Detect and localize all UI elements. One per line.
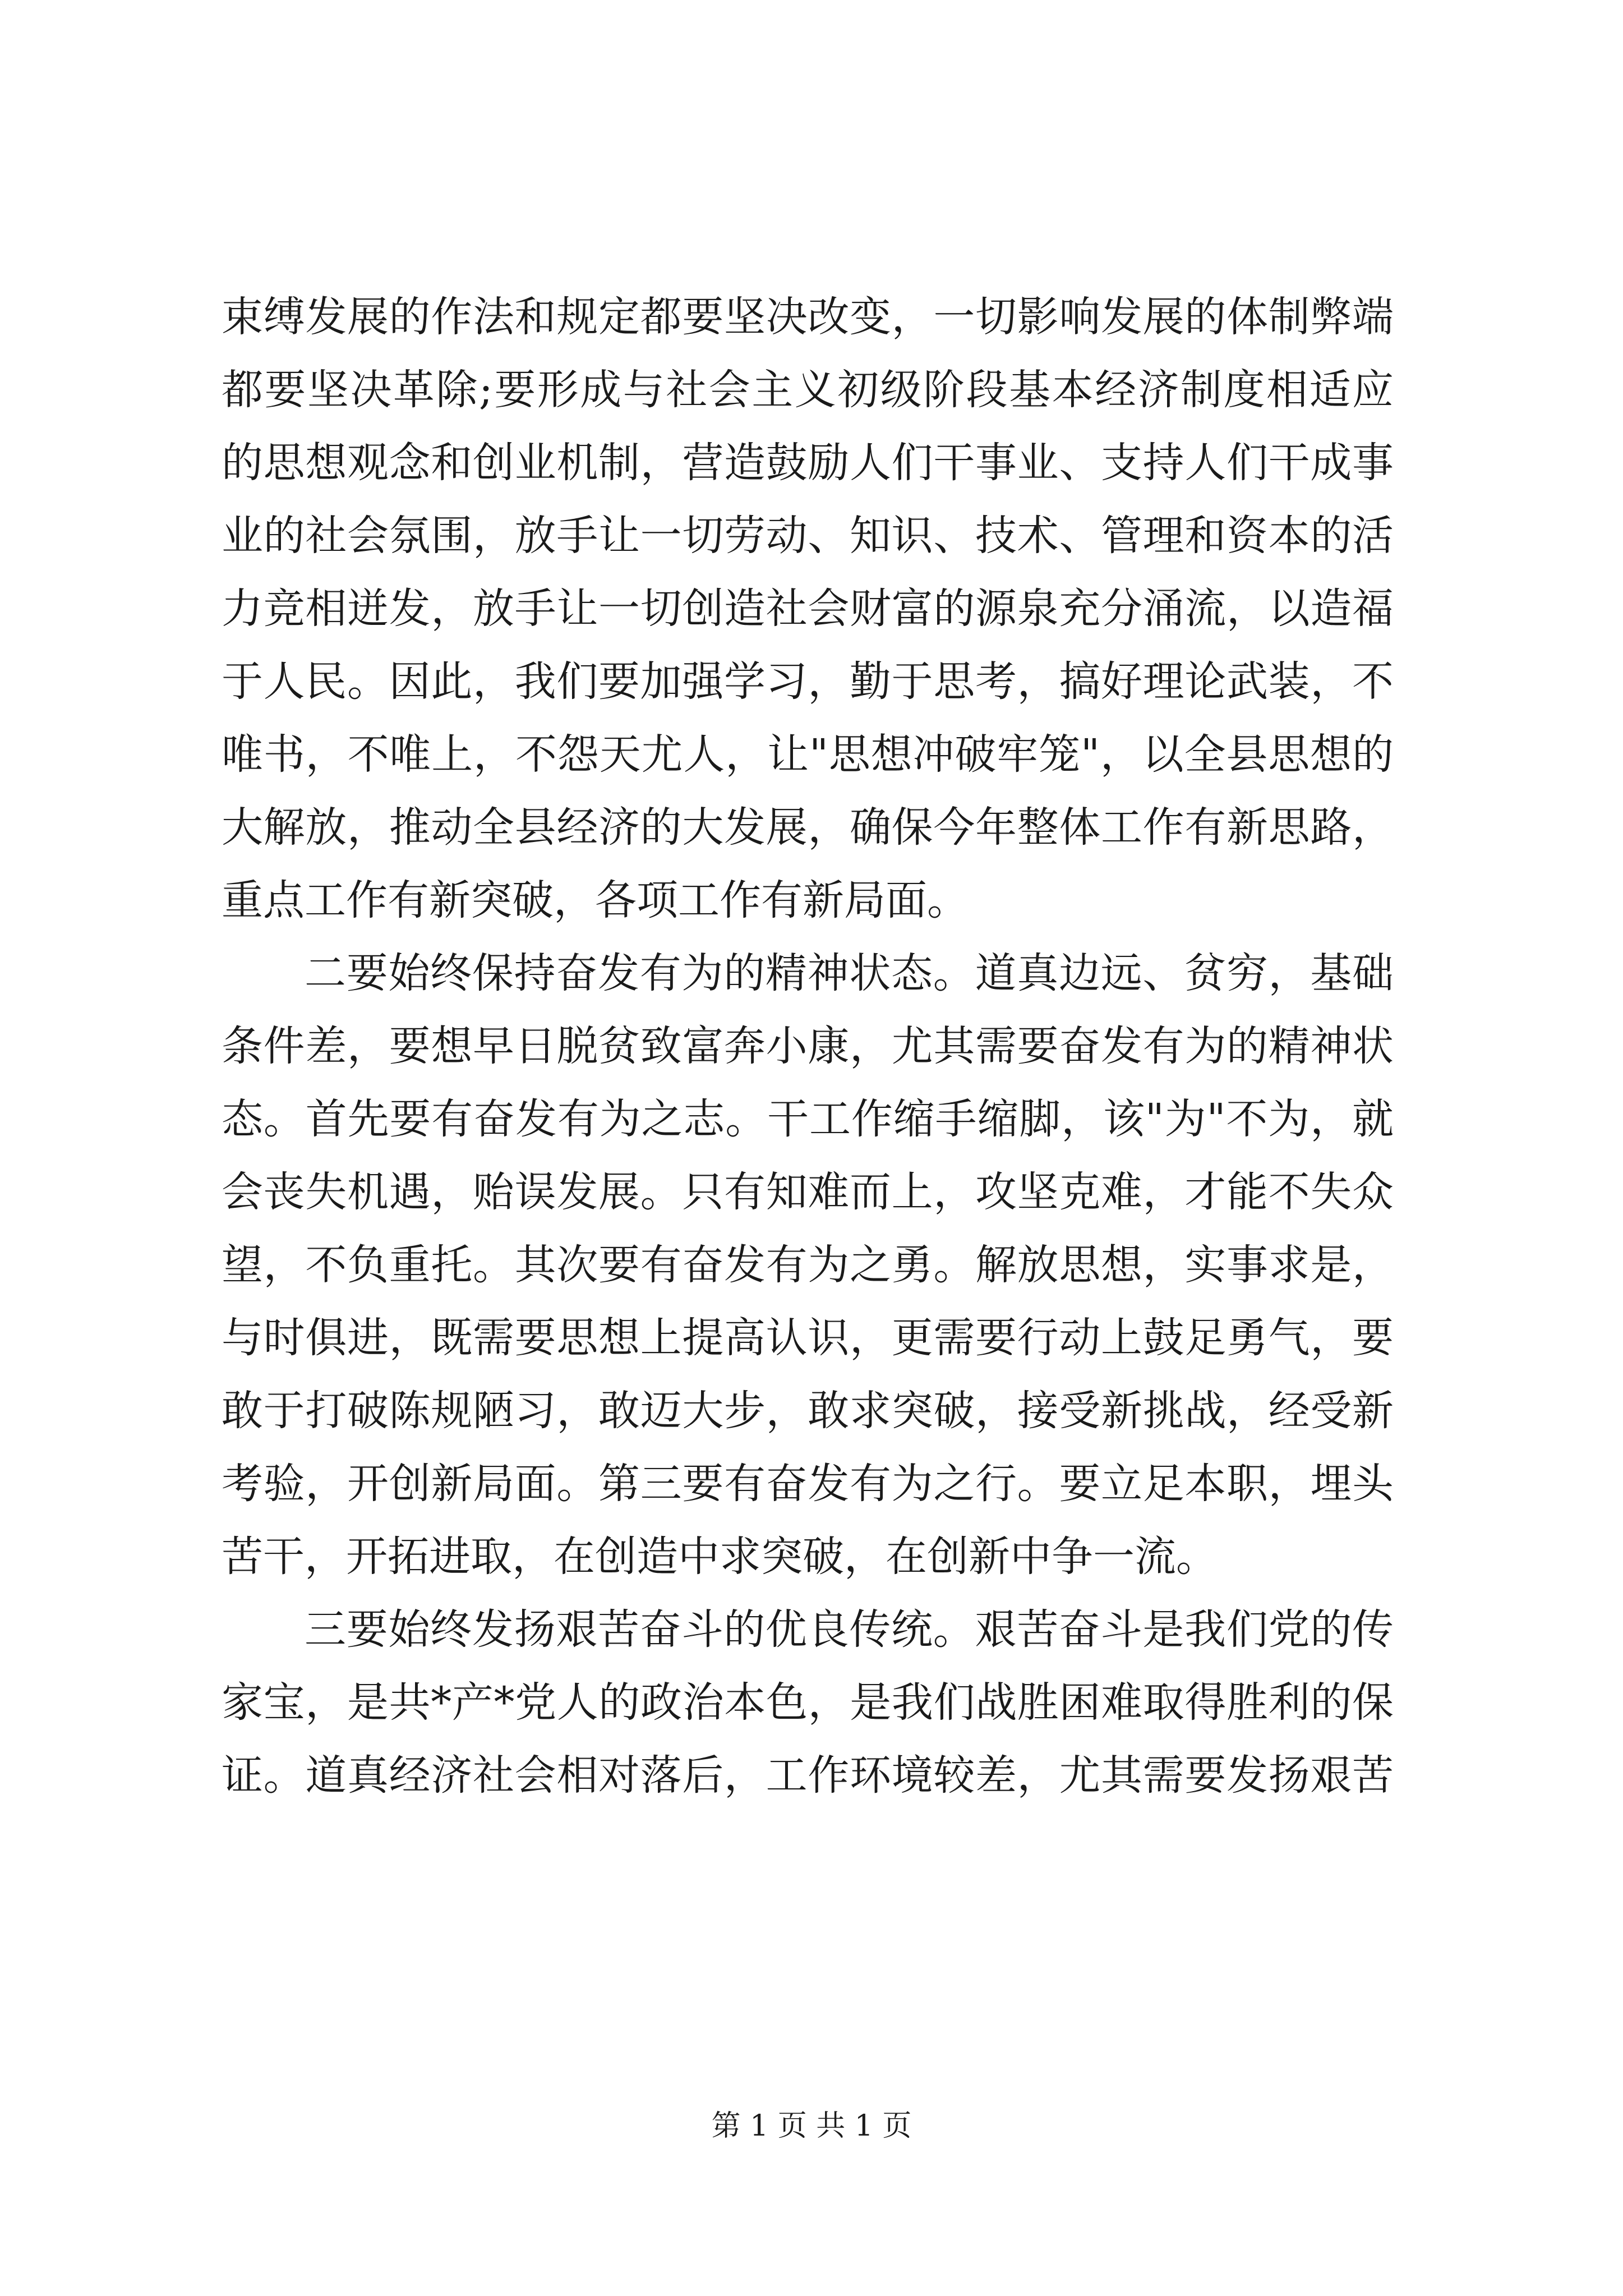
text-line: 重点工作有新突破，各项工作有新局面。	[222, 876, 969, 924]
text-line: 束缚发展的作法和规定都要坚决改变，一切影响发展的体制弊端	[222, 293, 1394, 341]
text-line: 敢于打破陈规陋习，敢迈大步，敢求突破，接受新挑战，经受新	[222, 1387, 1394, 1435]
text-line: 力竞相迸发，放手让一切创造社会财富的源泉充分涌流，以造福	[222, 585, 1394, 633]
paragraph-2	[222, 937, 1394, 1593]
text-line: 苦干，开拓进取，在创造中求突破，在创新中争一流。	[222, 1533, 1218, 1581]
text-line: 证。道真经济社会相对落后，工作环境较差，尤其需要发扬艰苦	[222, 1751, 1394, 1800]
text-line: 态。首先要有奋发有为之志。干工作缩手缩脚，该"为"不为，就	[222, 1095, 1394, 1143]
text-line: 考验，开创新局面。第三要有奋发有为之行。要立足本职，埋头	[222, 1460, 1394, 1508]
text-line: 唯书，不唯上，不怨天尤人，让"思想冲破牢笼"，以全县思想的	[222, 730, 1394, 779]
paragraph-1	[222, 280, 1394, 937]
text-line: 会丧失机遇，贻误发展。只有知难而上，攻坚克难，才能不失众	[222, 1168, 1394, 1216]
text-line: 的思想观念和创业机制，营造鼓励人们干事业、支持人们干成事	[222, 439, 1394, 487]
text-line: 业的社会氛围，放手让一切劳动、知识、技术、管理和资本的活	[222, 512, 1394, 560]
document-body	[222, 280, 1394, 1812]
text-line: 都要坚决革除;要形成与社会主义初级阶段基本经济制度相适应	[222, 366, 1394, 414]
text-line: 条件差，要想早日脱贫致富奔小康，尤其需要奋发有为的精神状	[222, 1022, 1394, 1070]
text-line: 三要始终发扬艰苦奋斗的优良传统。艰苦奋斗是我们党的传	[305, 1605, 1394, 1654]
page-footer: 第 1 页 共 1 页	[711, 2109, 912, 2143]
text-line: 大解放，推动全县经济的大发展，确保今年整体工作有新思路，	[222, 803, 1394, 852]
text-line: 于人民。因此，我们要加强学习，勤于思考，搞好理论武装，不	[222, 657, 1394, 706]
text-line: 望，不负重托。其次要有奋发有为之勇。解放思想，实事求是，	[222, 1241, 1394, 1289]
paragraph-3	[222, 1593, 1394, 1812]
text-line: 二要始终保持奋发有为的精神状态。道真边远、贫穷，基础	[305, 949, 1394, 997]
text-line: 与时俱进，既需要思想上提高认识，更需要行动上鼓足勇气，要	[222, 1314, 1394, 1362]
text-line: 家宝，是共*产*党人的政治本色，是我们战胜困难取得胜利的保	[222, 1678, 1394, 1727]
